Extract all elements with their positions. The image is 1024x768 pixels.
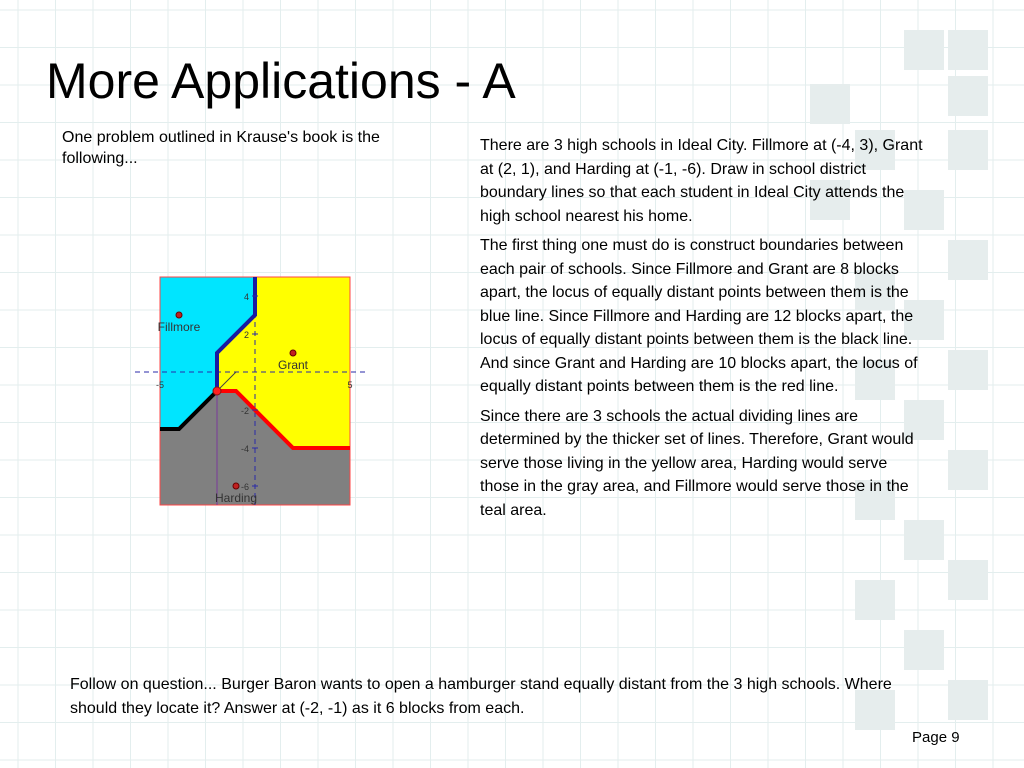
intro-text: One problem outlined in Krause's book is the following... [62, 129, 380, 167]
decor-square [948, 76, 988, 116]
decor-square [855, 580, 895, 620]
decor-square [904, 630, 944, 670]
school-marker-grant [290, 350, 296, 356]
decor-square [810, 84, 850, 124]
paragraph-problem: There are 3 high schools in Ideal City. Fillmore at (-4, 3), Grant at (2, 1), and Harding at (-1, -6). Draw in school district boundary lines so that each student in Ideal City attends the high school nearest his home. [480, 137, 923, 225]
school-label-grant: Grant [277, 358, 309, 372]
x-tick-label: 5 [347, 380, 353, 390]
y-tick-label: 4 [243, 292, 249, 302]
decor-square [948, 240, 988, 280]
school-label-harding: Harding [214, 491, 258, 505]
school-marker-harding [233, 483, 239, 489]
district-map-diagram [40, 172, 460, 642]
paragraph-conclusion: Since there are 3 schools the actual dividing lines are determined by the thicker set of lines. Therefore, Grant would serve those living in the yellow area, Harding would serve those in the gray area, and Fillmore would serve those in the teal area. [480, 407, 914, 519]
decor-square [948, 560, 988, 600]
decor-square [948, 450, 988, 490]
slide-title: More Applications - A [46, 53, 516, 109]
x-tick-label: -5 [155, 380, 165, 390]
school-marker-fillmore [176, 312, 182, 318]
y-tick-label: -6 [240, 482, 249, 492]
decor-square [948, 130, 988, 170]
decor-square [948, 680, 988, 720]
follow-up-question: Follow on question... Burger Baron wants to open a hamburger stand equally distant from the 3 high schools. Where should they locate it? Answer at (-2, -1) as it 6 blocks from each. [70, 676, 892, 717]
page-number: Page 9 [912, 729, 960, 746]
explanation-text [480, 134, 930, 528]
decor-square [948, 350, 988, 390]
y-tick-label: -2 [240, 406, 249, 416]
y-tick-label: -4 [240, 444, 249, 454]
equidistant-point [213, 387, 221, 395]
school-label-fillmore: Fillmore [157, 320, 201, 334]
paragraph-boundaries: The first thing one must do is construct boundaries between each pair of schools. Since Fillmore and Grant are 8 blocks apart, the locus of equally distant points between them is the blue line. Since Fillmore and Harding are 12 blocks apart, the locus of equally distant points between them is the black line. And since Grant and Harding are 10 blocks apart, the locus of equally distant points between them is the red line. [480, 237, 918, 395]
decor-square [904, 30, 944, 70]
y-tick-label: 2 [243, 330, 249, 340]
decor-square [948, 30, 988, 70]
